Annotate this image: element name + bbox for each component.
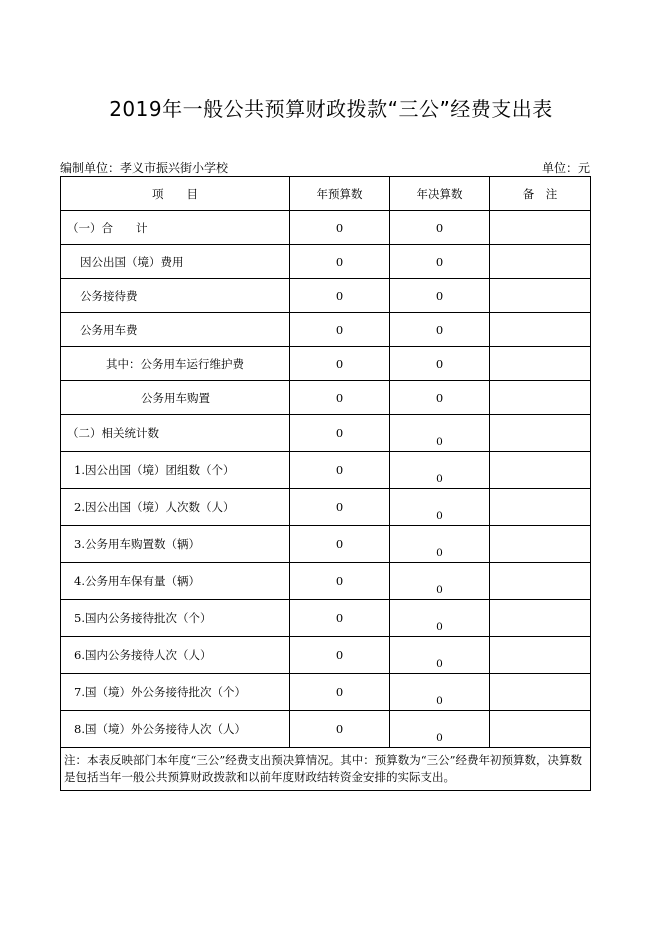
row-budget: 0 — [290, 563, 390, 600]
row-actual: 0 — [390, 489, 490, 526]
row-budget: 0 — [290, 711, 390, 748]
currency-unit: 单位：元 — [541, 161, 590, 175]
row-budget: 0 — [290, 415, 390, 452]
table-row — [61, 563, 591, 600]
row-actual: 0 — [390, 452, 490, 489]
table-row — [61, 245, 591, 279]
row-budget: 0 — [290, 381, 390, 415]
row-note — [490, 381, 591, 415]
row-actual: 0 — [390, 211, 490, 245]
row-label: 其中：公务用车运行维护费 — [61, 347, 290, 381]
row-label: 3.公务用车购置数（辆） — [61, 526, 290, 563]
row-budget: 0 — [290, 526, 390, 563]
table-row — [61, 415, 591, 452]
row-budget: 0 — [290, 637, 390, 674]
header-note: 备 注 — [490, 177, 591, 211]
row-label: 2.因公出国（境）人次数（人） — [61, 489, 290, 526]
row-actual: 0 — [390, 245, 490, 279]
table-header-row — [61, 177, 591, 211]
row-actual: 0 — [390, 563, 490, 600]
table-row — [61, 674, 591, 711]
footnote: 注：本表反映部门本年度“三公”经费支出预决算情况。其中：预算数为“三公”经费年初预算数，决算数是包括当年一般公共预算财政拨款和以前年度财政结转资金安排的实际支出。 — [61, 748, 591, 791]
row-actual: 0 — [390, 526, 490, 563]
row-note — [490, 279, 591, 313]
table-row — [61, 637, 591, 674]
header-actual: 年决算数 — [390, 177, 490, 211]
row-note — [490, 600, 591, 637]
header-item: 项 目 — [61, 177, 290, 211]
row-label: 5.国内公务接待批次（个） — [61, 600, 290, 637]
row-actual: 0 — [390, 415, 490, 452]
row-actual: 0 — [390, 637, 490, 674]
row-note — [490, 415, 591, 452]
table-row — [61, 211, 591, 245]
table-row — [61, 526, 591, 563]
expense-table — [60, 176, 591, 791]
row-budget: 0 — [290, 600, 390, 637]
row-label: 公务用车费 — [61, 313, 290, 347]
row-actual: 0 — [390, 711, 490, 748]
table-row — [61, 313, 591, 347]
row-budget: 0 — [290, 313, 390, 347]
row-note — [490, 563, 591, 600]
page-title: 2019年一般公共预算财政拨款“三公”经费支出表 — [109, 97, 553, 121]
row-note — [490, 313, 591, 347]
row-note — [490, 211, 591, 245]
row-label: 因公出国（境）费用 — [61, 245, 290, 279]
row-budget: 0 — [290, 245, 390, 279]
row-actual: 0 — [390, 600, 490, 637]
compiling-unit: 编制单位：孝义市振兴街小学校 — [60, 161, 229, 175]
row-label: 公务用车购置 — [61, 381, 290, 415]
row-note — [490, 452, 591, 489]
row-note — [490, 637, 591, 674]
row-note — [490, 245, 591, 279]
header-budget: 年预算数 — [290, 177, 390, 211]
row-budget: 0 — [290, 452, 390, 489]
row-actual: 0 — [390, 674, 490, 711]
row-note — [490, 674, 591, 711]
row-actual: 0 — [390, 313, 490, 347]
row-note — [490, 347, 591, 381]
row-label: 8.国（境）外公务接待人次（人） — [61, 711, 290, 748]
row-label: 6.国内公务接待人次（人） — [61, 637, 290, 674]
row-label: （一）合 计 — [61, 211, 290, 245]
row-note — [490, 711, 591, 748]
table-row — [61, 600, 591, 637]
footnote-row — [61, 748, 591, 791]
row-label: 公务接待费 — [61, 279, 290, 313]
row-budget: 0 — [290, 279, 390, 313]
row-actual: 0 — [390, 381, 490, 415]
row-note — [490, 489, 591, 526]
table-row — [61, 489, 591, 526]
row-budget: 0 — [290, 347, 390, 381]
row-label: 1.因公出国（境）团组数（个） — [61, 452, 290, 489]
table-row — [61, 452, 591, 489]
row-budget: 0 — [290, 211, 390, 245]
table-row — [61, 711, 591, 748]
row-label: 4.公务用车保有量（辆） — [61, 563, 290, 600]
table-row — [61, 279, 591, 313]
row-actual: 0 — [390, 279, 490, 313]
row-note — [490, 526, 591, 563]
row-budget: 0 — [290, 674, 390, 711]
row-label: 7.国（境）外公务接待批次（个） — [61, 674, 290, 711]
row-budget: 0 — [290, 489, 390, 526]
table-row — [61, 381, 591, 415]
row-label: （二）相关统计数 — [61, 415, 290, 452]
table-row — [61, 347, 591, 381]
row-actual: 0 — [390, 347, 490, 381]
